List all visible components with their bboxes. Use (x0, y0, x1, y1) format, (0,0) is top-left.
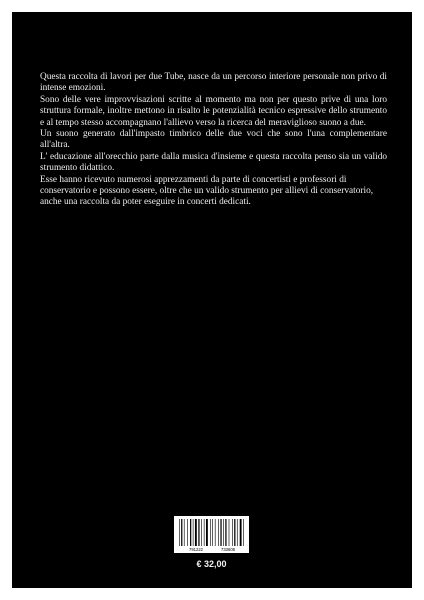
barcode-bar (210, 519, 211, 546)
barcode-bar (179, 519, 180, 546)
barcode-bar (215, 519, 216, 546)
barcode-bar (218, 519, 219, 546)
paragraph-intro: Questa raccolta di lavori per due Tube, nasce da un percorso interiore personale non privo di intense emozioni. (40, 72, 387, 94)
paragraph-improvisations: Sono delle vere improvvisazioni scritte al momento ma non per questo prive di una loro struttura formale, inoltre mettono in risalto le potenzialità tecnico espressive dello strumento e al tempo stesso accompagnano l'allievo verso la ricerca del meraviglioso suono a due. (40, 94, 387, 128)
paragraph-sound: Un suono generato dall'impasto timbrico delle due voci che sono l'una complementare all'altra. (40, 129, 387, 151)
barcode-bar (206, 519, 208, 546)
barcode-bar (243, 519, 244, 546)
barcode-bar (225, 519, 226, 546)
barcode-bar (232, 519, 233, 546)
barcode-bar (229, 519, 230, 546)
description-text (40, 72, 387, 209)
barcode-bar (201, 519, 202, 546)
barcode-bar (187, 519, 188, 546)
barcode-bar (195, 519, 197, 546)
barcode-bar (223, 519, 224, 546)
barcode-bar (198, 519, 199, 546)
paragraph-appreciation: Esse hanno ricevuto numerosi apprezzamenti da parte di concertisti e professori di conservatorio e possono essere, oltre che un valido strumento per allievi di conservatorio, anche una raccolta da poter eseguire in concerti dedicati. (40, 174, 374, 208)
barcode-digits-left: 791222 (189, 547, 203, 552)
barcode-bar (212, 519, 213, 546)
barcode-bar (234, 519, 235, 546)
barcode-bar (240, 519, 242, 546)
barcode-bar (193, 519, 194, 546)
barcode-graphic (174, 516, 249, 553)
barcode-bar (237, 519, 238, 546)
barcode-bar (181, 519, 182, 546)
barcode-bar (184, 519, 185, 546)
price-label: € 32,00 (196, 559, 227, 569)
barcode-digits-right: 733608 (221, 547, 235, 552)
barcode (174, 516, 249, 553)
barcode-bar (204, 519, 205, 546)
paragraph-education: L' educazione all'orecchio parte dalla musica d'insieme e questa raccolta penso sia un valido strumento didattico. (40, 151, 387, 174)
barcode-bar (190, 519, 191, 546)
barcode-bar (220, 519, 221, 546)
